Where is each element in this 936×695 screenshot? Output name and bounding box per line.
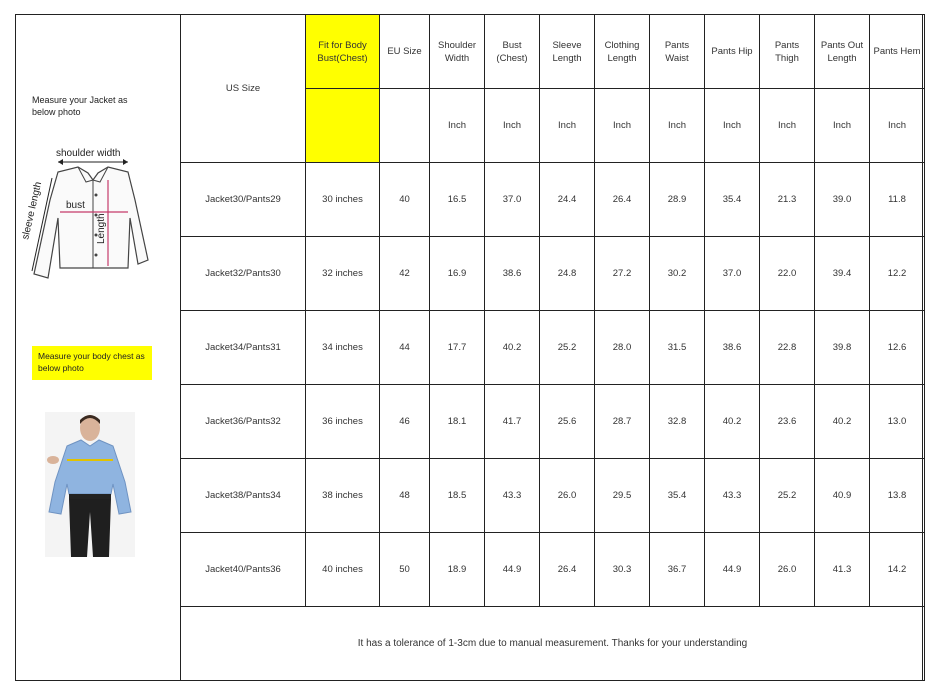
cell-val: 44.9 [485,533,540,607]
cell-val: 39.8 [815,311,870,385]
cell-us: Jacket34/Pants31 [181,311,306,385]
cell-val: 18.1 [430,385,485,459]
header-fit: Fit for Body Bust(Chest) [306,15,380,89]
cell-val: 26.0 [760,533,815,607]
cell-eu: 50 [380,533,430,607]
table-row [181,459,925,533]
table-row [181,311,925,385]
cell-val: 27.2 [595,237,650,311]
cell-val: 40.2 [705,385,760,459]
chest-measure-note: Measure your body chest as below photo [32,346,152,380]
cell-val: 26.0 [540,459,595,533]
cell-us: Jacket36/Pants32 [181,385,306,459]
cell-val: 11.8 [870,163,925,237]
cell-val: 28.7 [595,385,650,459]
cell-val: 23.6 [760,385,815,459]
unit-cell: Inch [705,89,760,163]
cell-val: 30.3 [595,533,650,607]
sleeve-label: sleeve length [20,180,45,241]
cell-val: 25.6 [540,385,595,459]
header-col: Sleeve Length [540,15,595,89]
jacket-measure-note: Measure your Jacket as below photo [32,95,128,117]
header-col: Pants Out Length [815,15,870,89]
shoulder-width-label: shoulder width [56,148,121,159]
cell-val: 41.7 [485,385,540,459]
cell-val: 37.0 [705,237,760,311]
header-us-size: US Size [181,15,306,163]
table-row [181,385,925,459]
unit-cell: Inch [430,89,485,163]
cell-val: 13.8 [870,459,925,533]
header-col: Pants Hem [870,15,925,89]
cell-val: 22.0 [760,237,815,311]
cell-val: 35.4 [705,163,760,237]
fit-empty-cell [306,89,380,163]
unit-cell: Inch [815,89,870,163]
header-col: Pants Thigh [760,15,815,89]
bust-label: bust [66,200,85,211]
unit-cell: Inch [595,89,650,163]
tolerance-note: It has a tolerance of 1-3cm due to manual measurement. Thanks for your understanding [181,607,925,681]
cell-val: 29.5 [595,459,650,533]
table-row [181,237,925,311]
cell-eu: 46 [380,385,430,459]
unit-cell: Inch [540,89,595,163]
cell-eu: 42 [380,237,430,311]
cell-val: 16.5 [430,163,485,237]
table-row [181,533,925,607]
header-col: Bust (Chest) [485,15,540,89]
cell-val: 14.2 [870,533,925,607]
cell-val: 36.7 [650,533,705,607]
cell-val: 13.0 [870,385,925,459]
jacket-diagram [20,140,165,285]
cell-us: Jacket30/Pants29 [181,163,306,237]
cell-fit: 40 inches [306,533,380,607]
eu-empty-cell [380,89,430,163]
cell-val: 41.3 [815,533,870,607]
cell-val: 16.9 [430,237,485,311]
unit-cell: Inch [870,89,925,163]
cell-val: 21.3 [760,163,815,237]
unit-cell: Inch [485,89,540,163]
cell-val: 28.9 [650,163,705,237]
cell-val: 43.3 [485,459,540,533]
length-label: Length [96,213,107,244]
cell-val: 30.2 [650,237,705,311]
cell-val: 28.0 [595,311,650,385]
cell-val: 18.9 [430,533,485,607]
header-col: Clothing Length [595,15,650,89]
cell-val: 25.2 [760,459,815,533]
cell-val: 35.4 [650,459,705,533]
header-col: Pants Hip [705,15,760,89]
size-chart-table [180,14,925,681]
cell-val: 38.6 [705,311,760,385]
cell-val: 26.4 [540,533,595,607]
cell-val: 24.8 [540,237,595,311]
person-photo [45,412,135,557]
cell-val: 44.9 [705,533,760,607]
cell-val: 40.2 [815,385,870,459]
cell-val: 39.4 [815,237,870,311]
header-eu-size: EU Size [380,15,430,89]
cell-fit: 32 inches [306,237,380,311]
cell-val: 39.0 [815,163,870,237]
cell-val: 18.5 [430,459,485,533]
cell-val: 22.8 [760,311,815,385]
cell-val: 40.2 [485,311,540,385]
cell-eu: 48 [380,459,430,533]
cell-fit: 38 inches [306,459,380,533]
unit-cell: Inch [650,89,705,163]
header-col: Pants Waist [650,15,705,89]
cell-val: 26.4 [595,163,650,237]
cell-fit: 36 inches [306,385,380,459]
cell-us: Jacket40/Pants36 [181,533,306,607]
cell-eu: 40 [380,163,430,237]
cell-fit: 34 inches [306,311,380,385]
cell-val: 43.3 [705,459,760,533]
cell-us: Jacket38/Pants34 [181,459,306,533]
cell-val: 24.4 [540,163,595,237]
unit-cell: Inch [760,89,815,163]
cell-val: 37.0 [485,163,540,237]
cell-val: 38.6 [485,237,540,311]
table-row [181,163,925,237]
cell-val: 31.5 [650,311,705,385]
cell-val: 40.9 [815,459,870,533]
cell-eu: 44 [380,311,430,385]
cell-us: Jacket32/Pants30 [181,237,306,311]
cell-fit: 30 inches [306,163,380,237]
cell-val: 12.6 [870,311,925,385]
cell-val: 17.7 [430,311,485,385]
cell-val: 32.8 [650,385,705,459]
cell-val: 25.2 [540,311,595,385]
header-col: Shoulder Width [430,15,485,89]
cell-val: 12.2 [870,237,925,311]
